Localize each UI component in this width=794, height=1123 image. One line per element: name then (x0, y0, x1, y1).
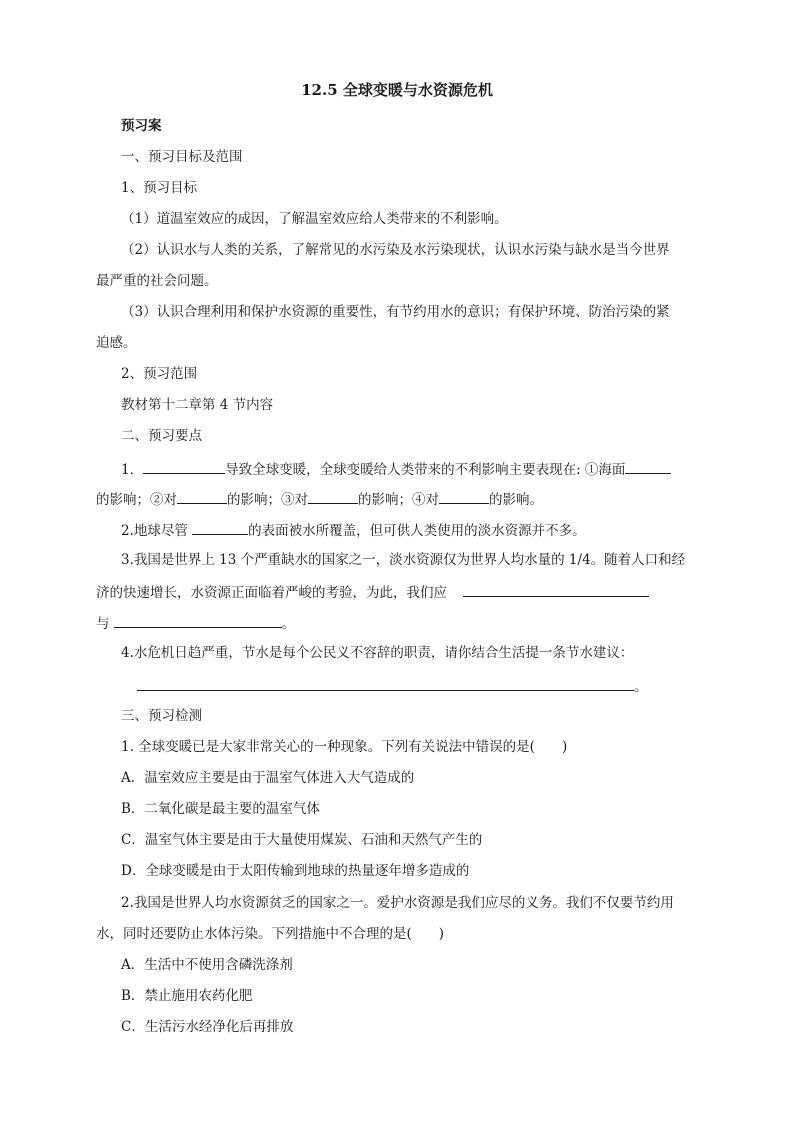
question-2-line2: 水，同时还要防止水体污染。下列措施中不合理的是( ) (96, 926, 445, 942)
part1-sub2: 2、预习范围 (121, 366, 198, 382)
point-3-line3 (96, 612, 295, 634)
goal-1: （1）道温室效应的成因，了解温室效应给人类带来的不利影响。 (121, 211, 508, 227)
section-heading: 预习案 (121, 118, 162, 134)
answer-blank[interactable] (177, 488, 227, 504)
part2-heading: 二、预习要点 (121, 428, 202, 444)
point-3-line1: 3.我国是世界上 13 个严重缺水的国家之一，淡水资源仅为世界人均水量的 1/4。随着人口和经 (121, 552, 686, 568)
point-1-line1 (121, 458, 671, 480)
point-4-text: 。 (634, 679, 648, 695)
point-3-line2 (96, 581, 649, 603)
answer-blank[interactable] (137, 675, 634, 691)
answer-blank[interactable] (308, 488, 358, 504)
scope-text: 教材第十二章第 4 节内容 (121, 397, 274, 413)
question-1-option-b: B．二氧化碳是最主要的温室气体 (121, 801, 320, 817)
question-1-option-c: C．温室气体主要是由于大量使用煤炭、石油和天然气产生的 (121, 832, 483, 848)
part3-heading: 三、预习检测 (121, 708, 202, 724)
part1-sub1: 1、预习目标 (121, 180, 198, 196)
answer-blank[interactable] (143, 458, 225, 474)
point-2 (121, 519, 586, 541)
goal-3-line1: （3）认识合理利用和保护水资源的重要性，有节约用水的意识；有保护环境、防治污染的紧 (121, 304, 670, 320)
question-1-option-d: D．全球变暖是由于太阳传输到地球的热量逐年增多造成的 (121, 863, 470, 879)
answer-blank[interactable] (192, 519, 248, 535)
page-title: 12.5 全球变暖与水资源危机 (301, 81, 493, 99)
question-1-option-a: A．温室效应主要是由于温室气体进入大气造成的 (121, 770, 415, 786)
point-1-text: 的影响；③对 (227, 492, 308, 508)
goal-2-line2: 最严重的社会问题。 (96, 273, 218, 289)
answer-blank[interactable] (625, 458, 671, 474)
point-2-text: 的表面被水所覆盖，但可供人类使用的淡水资源并不多。 (248, 523, 586, 539)
point-1-line2 (96, 488, 543, 510)
point-4-line1: 4.水危机日趋严重，节水是每个公民义不容辞的职责，请你结合生活提一条节水建议： (121, 645, 634, 661)
goal-3-line2: 迫感。 (96, 335, 137, 351)
question-2-option-c: C．生活污水经净化后再排放 (121, 1019, 294, 1035)
point-1-text: 的影响；②对 (96, 492, 177, 508)
point-3-text: 。 (281, 616, 296, 632)
answer-blank[interactable] (439, 488, 489, 504)
part1-heading: 一、预习目标及范围 (121, 149, 243, 165)
point-3-text: 济的快速增长，水资源正面临着严峻的考验，为此，我们应 (96, 585, 447, 601)
goal-2-line1: （2）认识水与人类的关系，了解常见的水污染及水污染现状，认识水污染与缺水是当今世界 (121, 242, 670, 258)
question-2-option-a: A．生活中不使用含磷洗涤剂 (121, 957, 293, 973)
point-1-text: 导致全球变暖，全球变暖给人类带来的不利影响主要表现在: ①海面 (225, 462, 626, 478)
point-1-text: 的影响；④对 (358, 492, 439, 508)
answer-blank[interactable] (114, 612, 282, 628)
point-1-text: 的影响。 (489, 492, 543, 508)
point-4-line2 (137, 675, 648, 697)
answer-blank[interactable] (463, 581, 649, 597)
question-2-option-b: B．禁止施用农药化肥 (121, 988, 253, 1004)
point-2-text: 2.地球尽管 (121, 523, 193, 539)
point-3-text: 与 (96, 616, 114, 632)
question-2-line1: 2.我国是世界人均水资源贫乏的国家之一。爱护水资源是我们应尽的义务。我们不仅要节约用 (121, 895, 674, 911)
question-1: 1. 全球变暖已是大家非常关心的一种现象。下列有关说法中错误的是( ) (121, 739, 568, 755)
point-1-number: 1． (121, 462, 144, 478)
